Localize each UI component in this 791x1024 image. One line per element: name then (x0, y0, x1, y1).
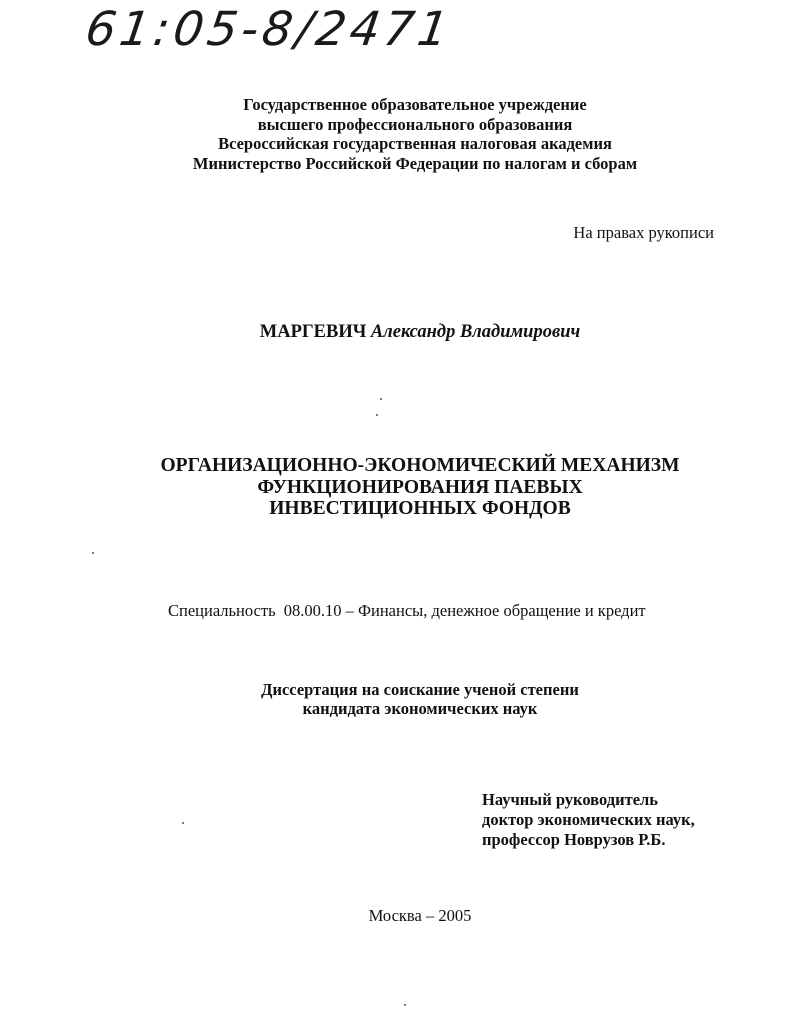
city-and-year: Москва – 2005 (368, 906, 472, 925)
supervisor-line: профессор Новрузов Р.Б. (482, 830, 666, 849)
specialty-line (168, 601, 646, 621)
institution-line: Всероссийская государственная налоговая академия (218, 134, 612, 153)
degree-statement (180, 680, 660, 718)
scan-speck (182, 822, 184, 824)
scan-speck (380, 398, 382, 400)
author-surname: МАРГЕВИЧ (259, 322, 367, 342)
institution-line: высшего профессионального образования (257, 114, 573, 134)
institution-line: Министерство Российской Федерации по налогам и сборам (192, 153, 638, 173)
title-line: ОРГАНИЗАЦИОННО-ЭКОНОМИЧЕСКИЙ МЕХАНИЗМ (160, 455, 680, 476)
degree-line: Диссертация на соискание ученой степени (261, 680, 579, 699)
specialty-code: 08.00.10 (283, 601, 342, 620)
author-name (0, 322, 791, 343)
degree-line: кандидата экономических наук (302, 699, 538, 718)
specialty-name: – Финансы, денежное обращение и кредит (345, 601, 646, 620)
archive-code-handwritten: 61:05-8/2471 (82, 2, 456, 57)
supervisor-line: доктор экономических наук, (482, 810, 695, 829)
manuscript-rights-note: На правах рукописи (573, 223, 714, 242)
scan-speck (92, 552, 94, 554)
specialty-label: Специальность (168, 601, 276, 620)
supervisor-line: Научный руководитель (482, 790, 658, 809)
supervisor-block (482, 790, 695, 850)
institution-block (100, 95, 730, 173)
scan-speck (404, 1004, 406, 1006)
title-line: ИНВЕСТИЦИОННЫХ ФОНДОВ (269, 498, 571, 519)
scan-speck (376, 414, 378, 416)
author-given-names: Александр Владимирович (370, 322, 581, 342)
dissertation-title (100, 455, 740, 520)
title-line: ФУНКЦИОНИРОВАНИЯ ПАЕВЫХ (257, 476, 583, 498)
institution-line: Государственное образовательное учреждение (243, 95, 587, 114)
